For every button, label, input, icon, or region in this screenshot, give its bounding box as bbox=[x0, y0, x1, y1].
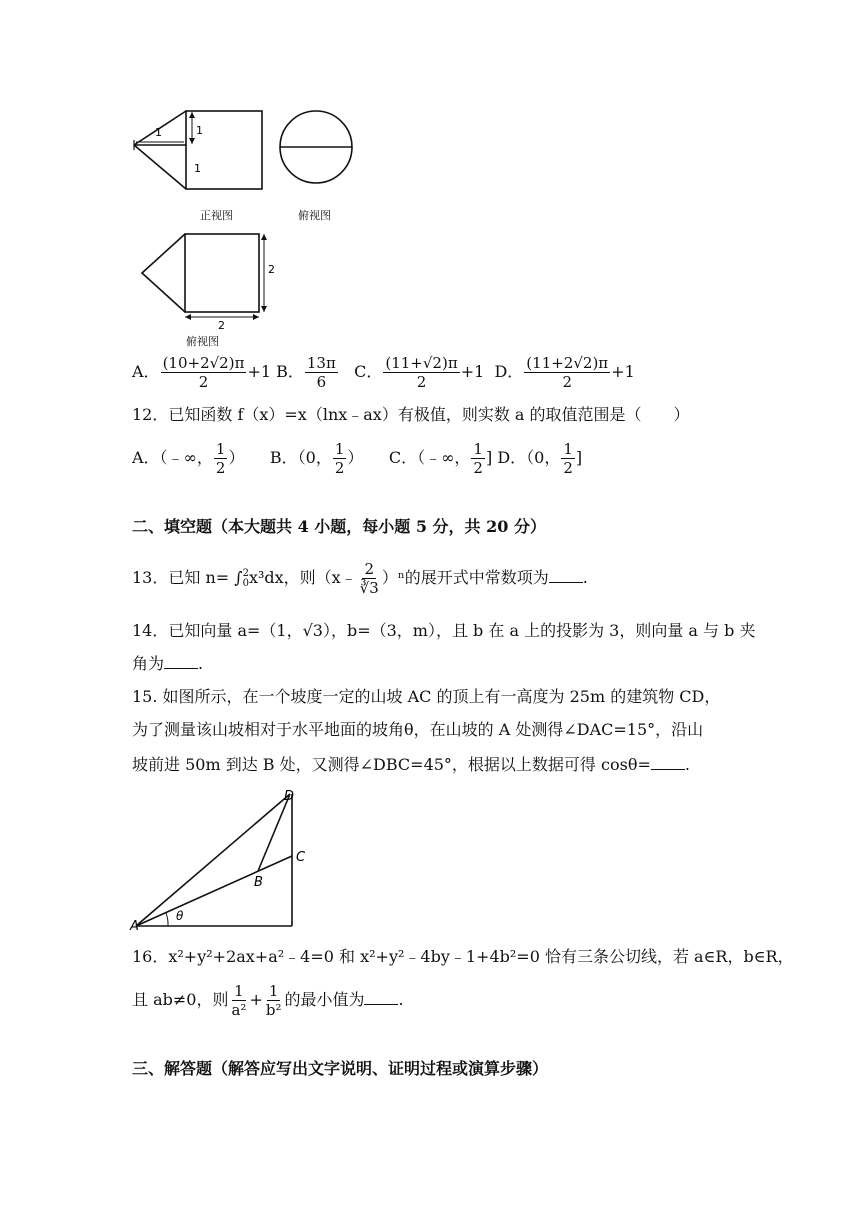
side-view-caption: 俯视图 bbox=[298, 209, 331, 222]
top-label-2b: 2 bbox=[218, 319, 225, 332]
top-view-square bbox=[185, 234, 259, 312]
q16-line2: 且 ab≠0，则 $\frac{1}{\text{a²}}$ + $\frac{1}{\text{b²}}$ 的最小值为 . bbox=[132, 982, 404, 1019]
front-label-1c: 1 bbox=[194, 162, 201, 175]
three-view-figure-bottom bbox=[138, 228, 288, 338]
label-a: A bbox=[130, 919, 139, 931]
top-label-2a: 2 bbox=[268, 263, 275, 276]
q13: 13．已知 n= ∫ 2 0 x³dx，则（x﹣ $\frac{2}{∛3}$ ）ⁿ的展开式中常数项为 . bbox=[132, 560, 588, 597]
label-d: D bbox=[284, 789, 295, 804]
q16-line1: 16．x²+y²+2ax+a²﹣4=0 和 x²+y²﹣4by﹣1+4b²=0 恰有三条公切线，若 a∈R，b∈R， bbox=[132, 947, 794, 966]
label-b: B bbox=[254, 875, 263, 890]
section-2-heading: 二、填空题（本大题共 4 小题，每小题 5 分，共 20 分） bbox=[132, 517, 546, 536]
q12-options: A．（﹣∞， $\frac{1}{2}$ ） B．（0， $\frac{1}{2}$ ） C．（﹣∞， $\frac{1}{2}$ ] D．（0， $\frac{1}{2}$ ] bbox=[132, 440, 583, 477]
section-3-heading: 三、解答题（解答应写出文字说明、证明过程或演算步骤） bbox=[132, 1059, 549, 1078]
q15-line3: 坡前进 50m 到达 B 处，又测得∠DBC=45°，根据以上数据可得 cosθ= . bbox=[132, 755, 690, 774]
label-c: C bbox=[296, 850, 306, 865]
q11-options: A． $\frac{(10+2√2)\pi}{2}$ +1 B． $\frac{13\pi}{6}$ C． $\frac{(11+√2)\pi}{2}$ +1 D． $\frac{(11+2√2)\pi}{2}$ +1 bbox=[132, 354, 635, 391]
front-label-1b: 1 bbox=[196, 124, 203, 137]
q11-option-c-fraction: $\frac{(11+√2)\pi}{2}$ bbox=[385, 354, 458, 391]
three-view-figure-top bbox=[128, 100, 368, 220]
front-view-caption: 正视图 bbox=[200, 209, 233, 222]
q14-line1: 14．已知向量 a=（1，√3），b=（3，m），且 b 在 a 上的投影为 3，则向量 a 与 b 夹 bbox=[132, 621, 756, 640]
front-label-1a: 1 bbox=[155, 126, 162, 139]
label-theta: θ bbox=[176, 909, 184, 923]
slope-figure bbox=[128, 786, 318, 931]
q11-option-a-fraction: $\frac{(10+2√2)\pi}{2}$ bbox=[162, 354, 245, 391]
q13-answer-blank bbox=[549, 566, 583, 583]
q12-stem: 12．已知函数 f（x）=x（lnx﹣ax）有极值，则实数 a 的取值范围是（ ） bbox=[132, 405, 690, 424]
q14-answer-blank bbox=[164, 652, 198, 669]
q15-line1: 15. 如图所示，在一个坡度一定的山坡 AC 的顶上有一高度为 25m 的建筑物 CD， bbox=[132, 687, 721, 706]
q16-answer-blank bbox=[364, 988, 398, 1005]
q11-option-d-fraction: $\frac{(11+2√2)\pi}{2}$ bbox=[526, 354, 609, 391]
q15-answer-blank bbox=[651, 753, 685, 770]
top-view-caption: 俯视图 bbox=[186, 335, 219, 348]
q15-line2: 为了测量该山坡相对于水平地面的坡角θ，在山坡的 A 处测得∠DAC=15°，沿山 bbox=[132, 720, 704, 739]
q14-line2: 角为 . bbox=[132, 654, 204, 673]
front-view-square bbox=[186, 111, 262, 189]
q11-option-b-fraction: $\frac{13\pi}{6}$ bbox=[306, 354, 336, 391]
